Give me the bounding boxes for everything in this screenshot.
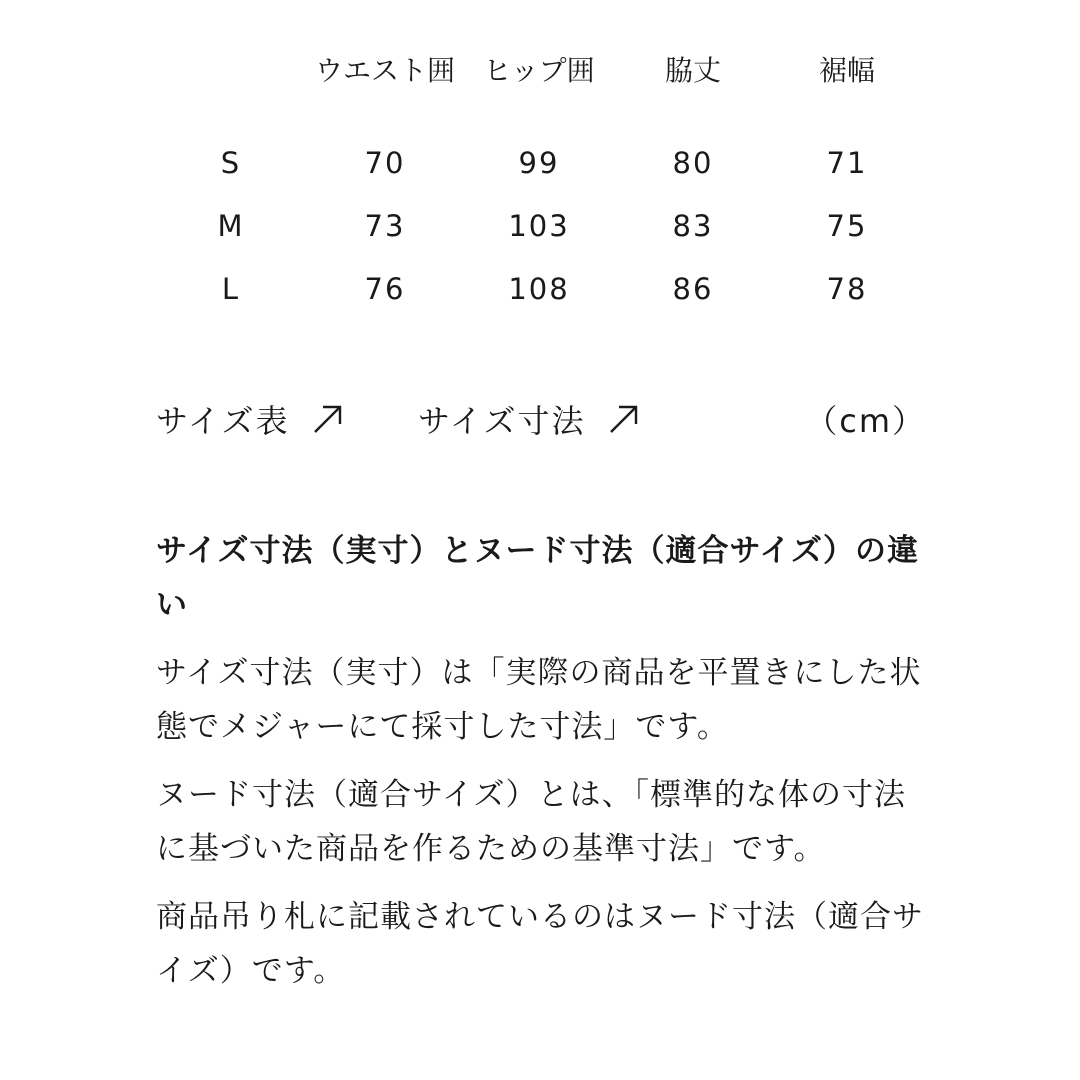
- size-table: [154, 40, 924, 320]
- size-chart-link-label: サイズ表: [156, 402, 290, 440]
- header-cell-waist: ウエスト囲: [314, 54, 455, 87]
- value-cell: 73: [364, 208, 406, 243]
- value-cell: 80: [672, 145, 714, 180]
- size-cell: L: [221, 271, 241, 306]
- value-cell: 83: [672, 208, 714, 243]
- explanation-paragraph: サイズ寸法（実寸）は「実際の商品を平置きにした状態でメジャーにて採寸した寸法」です。: [156, 655, 922, 745]
- unit-label: （cm）: [805, 402, 926, 440]
- value-cell: 99: [518, 145, 560, 180]
- size-chart-link[interactable]: [156, 396, 345, 442]
- size-explanation: [156, 524, 926, 1012]
- size-cell: M: [217, 208, 245, 243]
- value-cell: 108: [508, 271, 570, 306]
- explanation-paragraph: 商品吊り札に記載されているのはヌード寸法（適合サイズ）です。: [156, 899, 924, 989]
- value-cell: 86: [672, 271, 714, 306]
- value-cell: 71: [826, 145, 868, 180]
- table-row: [154, 131, 924, 194]
- header-cell-side-length: 脇丈: [664, 54, 721, 87]
- table-row: [154, 194, 924, 257]
- header-cell-hem-width: 裾幅: [818, 54, 875, 87]
- arrow-up-right-icon: [607, 402, 641, 436]
- size-links-bar: [156, 396, 926, 446]
- table-header-row: [154, 40, 924, 98]
- value-cell: 76: [364, 271, 406, 306]
- arrow-up-right-icon: [311, 402, 345, 436]
- explanation-heading: サイズ寸法（実寸）とヌード寸法（適合サイズ）の違い: [156, 533, 920, 623]
- value-cell: 70: [364, 145, 406, 180]
- table-row: [154, 257, 924, 320]
- size-cell: S: [220, 145, 242, 180]
- explanation-paragraph: ヌード寸法（適合サイズ）とは、「標準的な体の寸法に基づいた商品を作るための基準寸法」です。: [156, 777, 907, 867]
- value-cell: 78: [826, 271, 868, 306]
- header-cell-hip: ヒップ囲: [483, 54, 595, 87]
- size-measurement-link[interactable]: [418, 396, 641, 442]
- size-measurement-link-label: サイズ寸法: [418, 402, 586, 440]
- value-cell: 103: [508, 208, 570, 243]
- value-cell: 75: [826, 208, 868, 243]
